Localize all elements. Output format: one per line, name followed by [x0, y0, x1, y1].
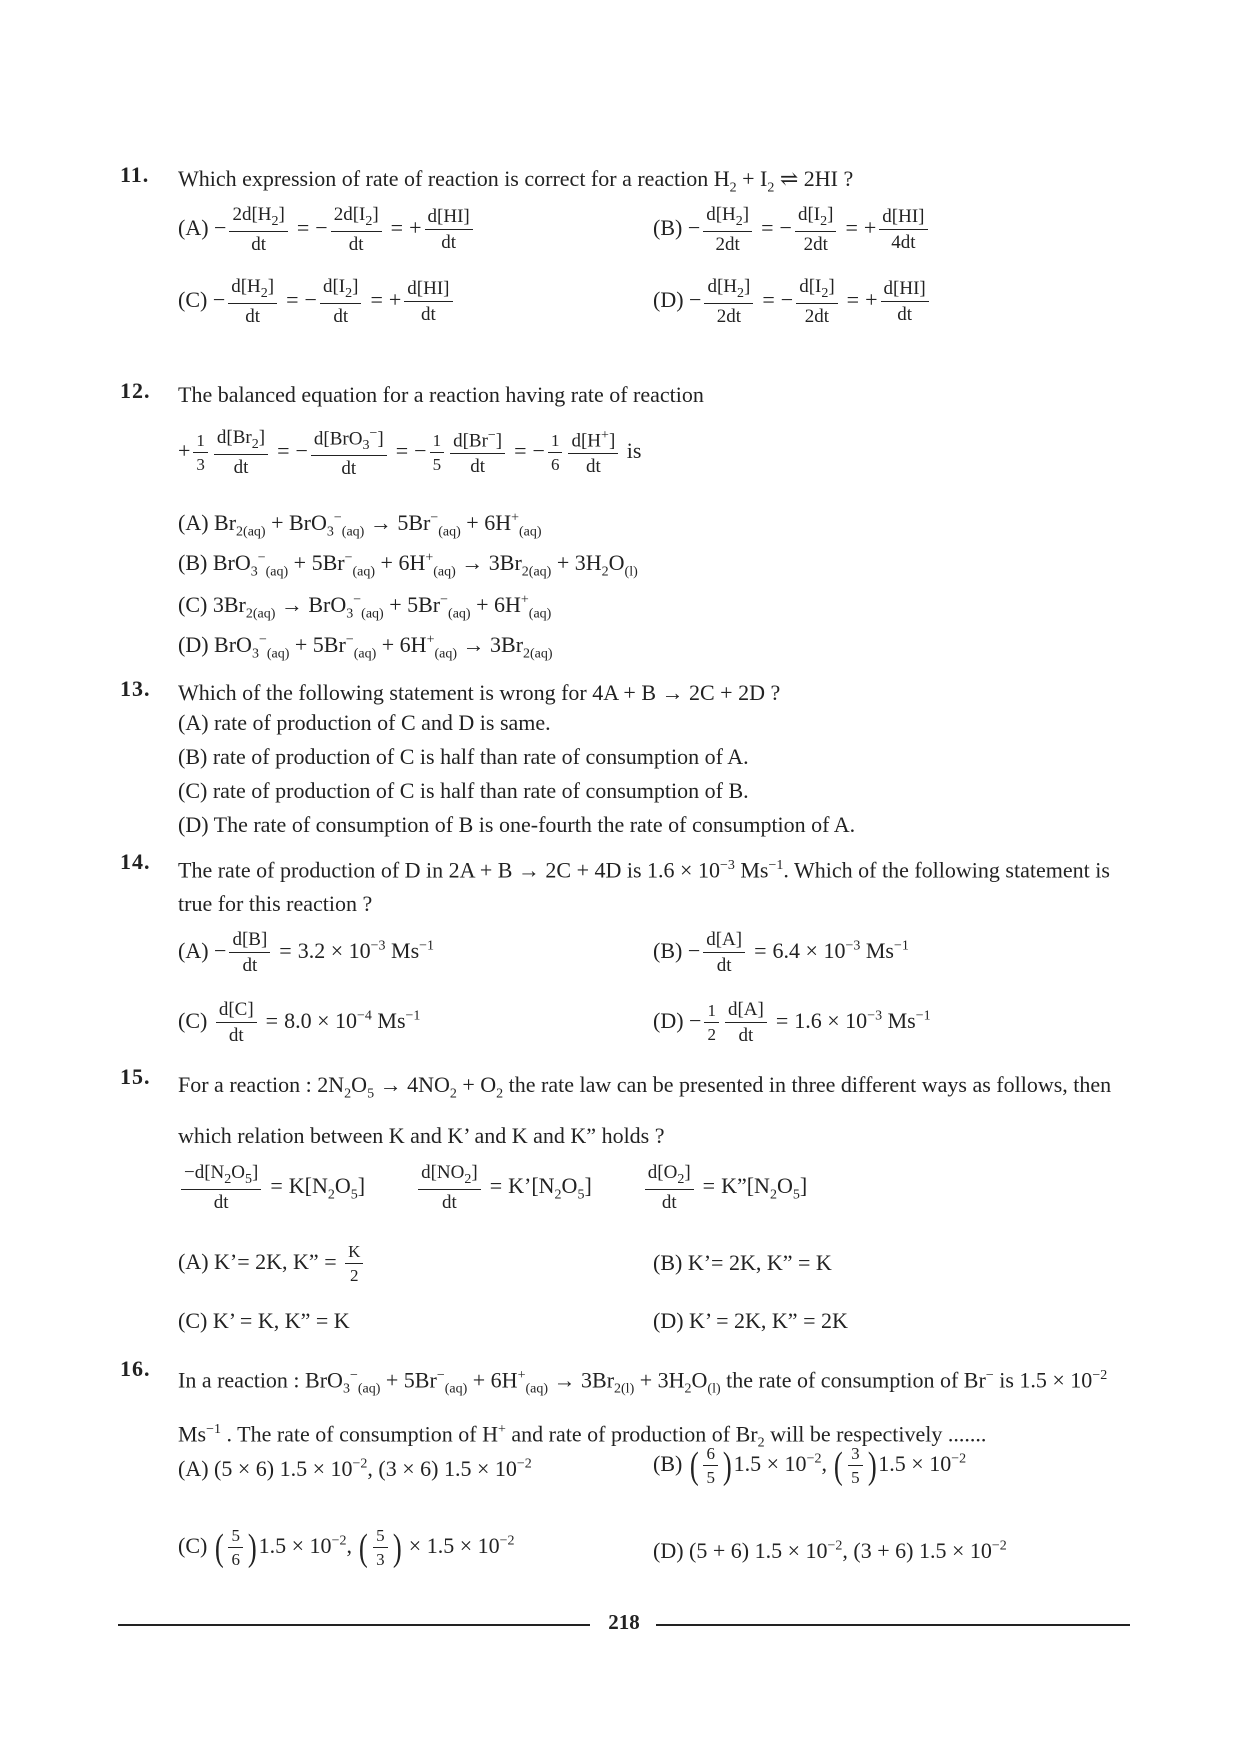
question-text: The balanced equation for a reaction having rate of reaction — [178, 382, 704, 407]
option-c[interactable]: (C) ( $\frac{5}{6}$ )$1.5 \times 10^{-2}$, ( $\frac{5}{3}$ ) × $1.5 \times 10^{-2}$ — [178, 1526, 515, 1569]
option-a[interactable]: (A) K’= 2K, K” = $\frac{K}{2}$ — [178, 1242, 366, 1286]
option-a[interactable]: (A) − $\frac{2d[H_2]}{dt}$ = − $\frac{2d[I_2]}{dt}$ = + $\frac{d[HI]}{dt}$ — [178, 204, 476, 256]
option-b[interactable]: (B) ( $\frac{6}{5}$ )$1.5 \times 10^{-2}$, ( $\frac{3}{5}$ )$1.5 \times 10^{-2}$ — [653, 1444, 967, 1487]
option-c[interactable]: (C) K’ = K, K” = K — [178, 1308, 350, 1333]
option-b[interactable]: (B) − $\frac{d[H_2]}{2dt}$ = − $\frac{d[I_2]}{2dt}$ = + $\frac{d[HI]}{4dt}$ — [653, 204, 931, 256]
option-c[interactable]: (C) $3Br_{2(aq)} \to BrO_3^-_{(aq)} + 5Br^-_{(aq)} + 6H^+_{(aq)}$ — [178, 592, 552, 622]
question-number: 11. — [120, 162, 150, 187]
option-d[interactable]: (D) − $\frac{1}{2}$ $\frac{d[A]}{dt}$ = $1.6 \times 10^{-3}$ $Ms^{-1}$ — [653, 999, 931, 1046]
question-number: 13. — [120, 676, 151, 701]
question-text: Which of the following statement is wrong for 4A + B → 2C + 2D ? — [178, 680, 781, 705]
option-a[interactable]: (A) $Br_{2(aq)} + BrO_3^-_{(aq)} \to 5Br^-_{(aq)} + 6H^+_{(aq)}$ — [178, 510, 542, 540]
option-d[interactable]: (D) K’ = 2K, K” = 2K — [653, 1308, 848, 1333]
question-number: 16. — [120, 1356, 151, 1381]
option-d[interactable]: (D) The rate of consumption of B is one-fourth the rate of consumption of A. — [178, 812, 856, 837]
option-a[interactable]: (A) − $\frac{d[B]}{dt}$ = $3.2 \times 10^{-3}$ $Ms^{-1}$ — [178, 929, 435, 976]
option-c[interactable]: (C) $\frac{d[C]}{dt}$ = $8.0 \times 10^{-4}$ $Ms^{-1}$ — [178, 999, 421, 1046]
rate-laws: $\frac{-d[N_2O_5]}{dt}$ = $K[N_2O_5]$ $\frac{d[NO_2]}{dt}$ = $K’[N_2O_5]$ $\frac{d[O_2]}{dt}$ = $K”[N_2O_5]$ — [178, 1162, 807, 1214]
question-text: The rate of production of D in 2A + B → 2C + 4D is $1.6 \times 10^{-3}$ $Ms^{-1}$. Which of the following statement is true for this reaction ? — [178, 857, 1110, 917]
option-d[interactable]: (D) $BrO_3^-_{(aq)} + 5Br^-_{(aq)} + 6H^+_{(aq)} \to 3Br_{2(aq)}$ — [178, 632, 553, 662]
question-number: 15. — [120, 1064, 151, 1089]
footer-rule-right — [656, 1624, 1130, 1626]
question-number: 14. — [120, 849, 151, 874]
question-text: Which expression of rate of reaction is correct for a reaction $H_2 + I_2$ ⇌ 2HI ? — [178, 166, 854, 196]
rate-expression: + $\frac{1}{3}$ $\frac{d[Br_2]}{dt}$ = − $\frac{d[BrO_3^-]}{dt}$ = − $\frac{1}{5}$ $\frac{d[Br^-]}{dt}$ = − $\frac{1}{6}$ $\frac{d[H^+]}{dt}$ is — [178, 426, 642, 480]
option-d[interactable]: (D) (5 + 6) $1.5 \times 10^{-2}$, (3 + 6) $1.5 \times 10^{-2}$ — [653, 1538, 1007, 1563]
option-a[interactable]: (A) rate of production of C and D is same. — [178, 710, 551, 735]
question-text: For a reaction : $2N_2O_5 \to 4NO_2 + O_2$ the rate law can be presented in three different ways as follows, then which relation between K and K’ and K and K” holds ? — [178, 1072, 1112, 1149]
option-a[interactable]: (A) (5 × 6) $1.5 \times 10^{-2}$, (3 × 6) $1.5 \times 10^{-2}$ — [178, 1456, 532, 1481]
option-b[interactable]: (B) K’= 2K, K” = K — [653, 1250, 832, 1275]
footer-rule-left — [118, 1624, 590, 1626]
option-c[interactable]: (C) − $\frac{d[H_2]}{dt}$ = − $\frac{d[I_2]}{dt}$ = + $\frac{d[HI]}{dt}$ — [178, 276, 456, 328]
option-c[interactable]: (C) rate of production of C is half than rate of consumption of B. — [178, 778, 749, 803]
question-text: In a reaction : $BrO_3^-_{(aq)} + 5Br^-_{(aq)} + 6H^+_{(aq)} \to 3Br_{2(l)} + 3H_2O_{(l)}$ the rate of consumption of Br− is $1.5 \times 10^{-2}$ $Ms^{-1}$ . The rate of consumption of H+ and rate of production of $Br_2$ will be respectively ....... — [178, 1367, 1108, 1451]
option-d[interactable]: (D) − $\frac{d[H_2]}{2dt}$ = − $\frac{d[I_2]}{2dt}$ = + $\frac{d[HI]}{dt}$ — [653, 276, 932, 328]
option-b[interactable]: (B) rate of production of C is half than rate of consumption of A. — [178, 744, 749, 769]
page-number: 218 — [608, 1610, 640, 1634]
option-b[interactable]: (B) − $\frac{d[A]}{dt}$ = $6.4 \times 10^{-3}$ $Ms^{-1}$ — [653, 929, 909, 976]
question-number: 12. — [120, 378, 151, 403]
option-b[interactable]: (B) $BrO_3^-_{(aq)} + 5Br^-_{(aq)} + 6H^+_{(aq)} \to 3Br_{2(aq)} + 3H_2O_{(l)}$ — [178, 550, 638, 580]
